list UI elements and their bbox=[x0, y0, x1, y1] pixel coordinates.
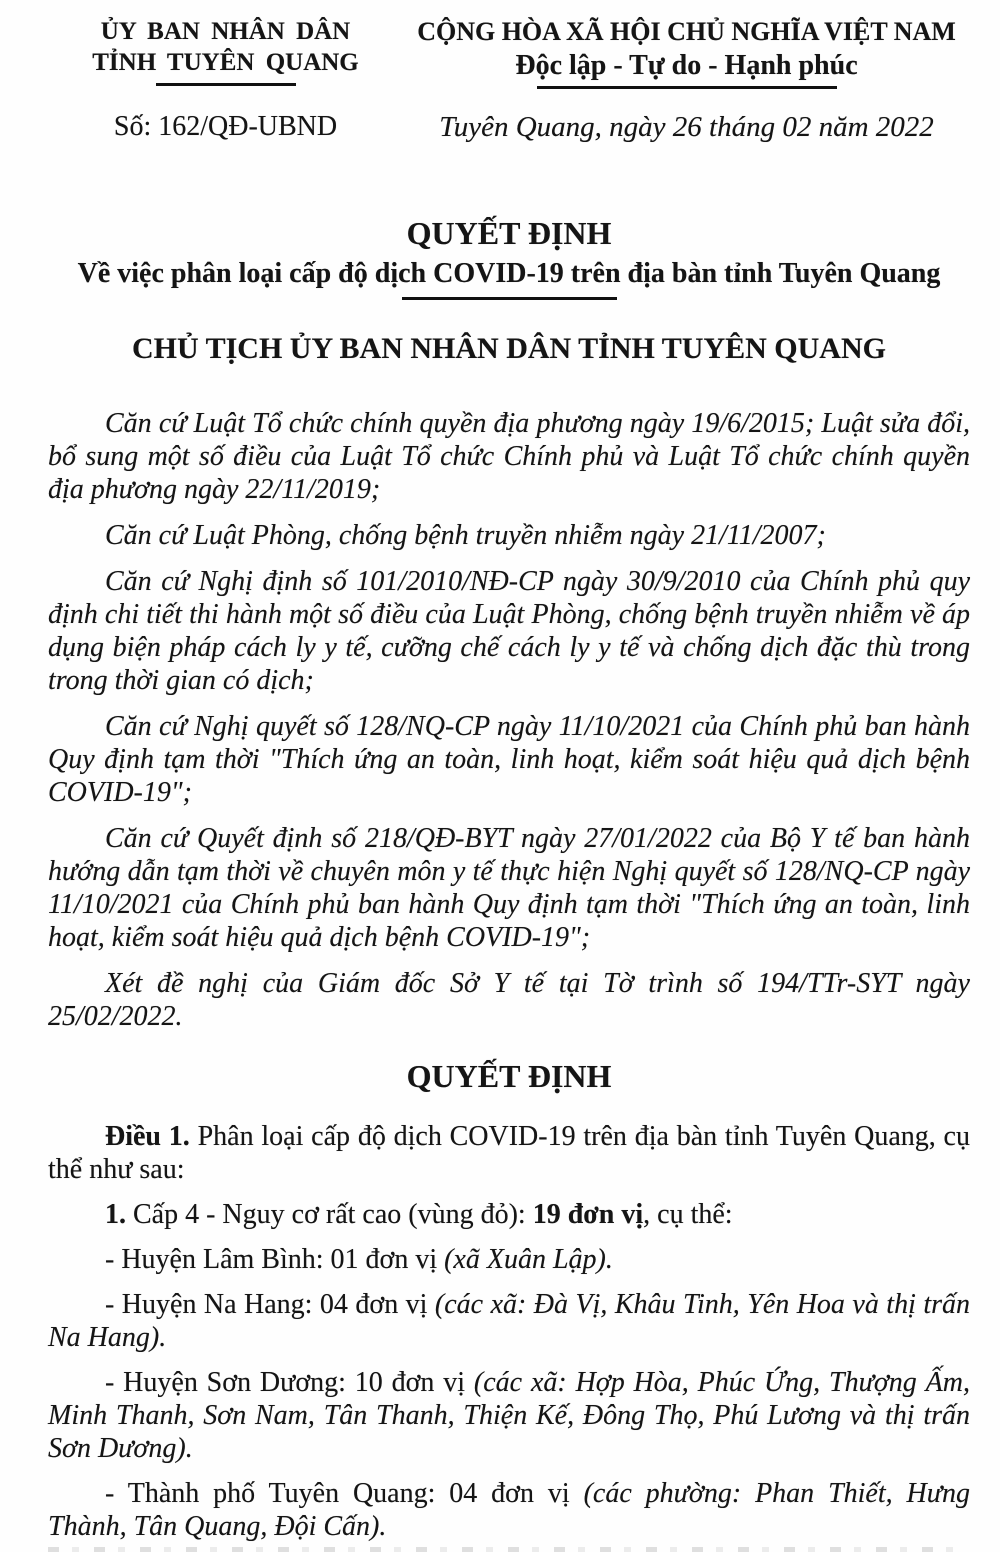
item-1-count: 19 đơn vị bbox=[532, 1198, 644, 1230]
list-item-detail: (các xã: Hợp Hòa, Phúc Ứng, Thượng Ấm, Minh Thanh, Sơn Nam, Tân Thanh, Thiện Kế, Đông Thọ, Phú Lương và thị trấn Sơn Dương). bbox=[48, 1366, 970, 1464]
preamble-section bbox=[48, 407, 970, 1033]
article-1-item-1 bbox=[48, 1198, 970, 1231]
place-date-line: Tuyên Quang, ngày 26 tháng 02 năm 2022 bbox=[439, 111, 934, 144]
issuing-authority-line2: TỈNH TUYÊN QUANG bbox=[92, 49, 359, 76]
list-item-detail: (xã Xuân Lập). bbox=[444, 1243, 613, 1275]
list-item-text: - Huyện Lâm Bình: 01 đơn vị bbox=[105, 1243, 445, 1275]
list-item-detail: (các xã: Đà Vị, Khâu Tinh, Yên Hoa và thị trấn Na Hang). bbox=[48, 1288, 971, 1353]
document-subject: Về việc phân loại cấp độ dịch COVID-19 trên địa bàn tỉnh Tuyên Quang bbox=[77, 257, 941, 289]
title-block bbox=[48, 216, 970, 366]
item-1-suffix: , cụ thể: bbox=[643, 1198, 733, 1230]
signing-authority-heading: CHỦ TỊCH ỦY BAN NHÂN DÂN TỈNH TUYÊN QUANG bbox=[132, 332, 886, 366]
preamble-paragraph: Căn cứ Quyết định số 218/QĐ-BYT ngày 27/01/2022 của Bộ Y tế ban hành hướng dẫn tạm thời về chuyên môn y tế thực hiện Nghị quyết số 128/NQ-CP ngày 11/10/2021 của Chính phủ ban hành Quy định tạm thời "Thích ứng an toàn, linh hoạt, kiểm soát hiệu quả dịch bệnh COVID-19"; bbox=[48, 822, 970, 953]
national-header-block bbox=[403, 16, 970, 144]
article-1-intro bbox=[48, 1120, 970, 1186]
motto-underline bbox=[537, 86, 837, 89]
list-item-text: - Huyện Sơn Dương: 10 đơn vị bbox=[105, 1366, 474, 1398]
issuing-authority-line1: ỦY BAN NHÂN DÂN bbox=[100, 18, 351, 45]
list-item bbox=[48, 1477, 970, 1543]
preamble-paragraph: Căn cứ Luật Phòng, chống bệnh truyền nhiễm ngày 21/11/2007; bbox=[105, 519, 826, 551]
national-name-line: CỘNG HÒA XÃ HỘI CHỦ NGHĨA VIỆT NAM bbox=[417, 17, 956, 46]
preamble-paragraph: Xét đề nghị của Giám đốc Sở Y tế tại Tờ trình số 194/TTr-SYT ngày 25/02/2022. bbox=[48, 967, 970, 1032]
article-1-label: Điều 1. bbox=[105, 1120, 190, 1152]
document-type-heading: QUYẾT ĐỊNH bbox=[406, 215, 612, 252]
document-header bbox=[48, 16, 970, 144]
item-1-number: 1. bbox=[105, 1198, 126, 1230]
authority-underline bbox=[156, 83, 296, 86]
list-item bbox=[48, 1288, 970, 1354]
national-motto-line: Độc lập - Tự do - Hạnh phúc bbox=[515, 50, 858, 82]
list-item-text: - Thành phố Tuyên Quang: 04 đơn vị bbox=[105, 1477, 584, 1509]
subject-underline bbox=[402, 297, 617, 300]
list-item-text: - Huyện Na Hang: 04 đơn vị bbox=[105, 1288, 435, 1320]
list-item-detail: (các phường: Phan Thiết, Hưng Thành, Tân Quang, Đội Cấn). bbox=[48, 1477, 971, 1542]
clipped-next-line bbox=[48, 1547, 960, 1552]
list-item bbox=[48, 1243, 970, 1276]
document-number: Số: 162/QĐ-UBND bbox=[113, 111, 338, 142]
preamble-paragraph: Căn cứ Nghị quyết số 128/NQ-CP ngày 11/10/2021 của Chính phủ ban hành Quy định tạm thời "Thích ứng an toàn, linh hoạt, kiểm soát hiệu quả dịch bệnh COVID-19"; bbox=[48, 710, 970, 808]
preamble-paragraph: Căn cứ Nghị định số 101/2010/NĐ-CP ngày 30/9/2010 của Chính phủ quy định chi tiết thi hành một số điều của Luật Phòng, chống bệnh truyền nhiễm về áp dụng biện pháp cách ly y tế, cưỡng chế cách ly y tế và chống dịch đặc thù trong trong thời gian có dịch; bbox=[48, 565, 970, 696]
decision-heading: QUYẾT ĐỊNH bbox=[406, 1057, 612, 1094]
issuing-authority-block bbox=[48, 16, 403, 143]
articles-section bbox=[48, 1120, 970, 1543]
list-item bbox=[48, 1366, 970, 1465]
article-1-text: Phân loại cấp độ dịch COVID-19 trên địa bàn tỉnh Tuyên Quang, cụ thể như sau: bbox=[48, 1120, 970, 1185]
preamble-paragraph: Căn cứ Luật Tổ chức chính quyền địa phương ngày 19/6/2015; Luật sửa đổi, bổ sung một số điều của Luật Tổ chức Chính phủ và Luật Tổ chức chính quyền địa phương ngày 22/11/2019; bbox=[48, 407, 970, 505]
item-1-text: Cấp 4 - Nguy cơ rất cao (vùng đỏ): bbox=[126, 1198, 533, 1230]
